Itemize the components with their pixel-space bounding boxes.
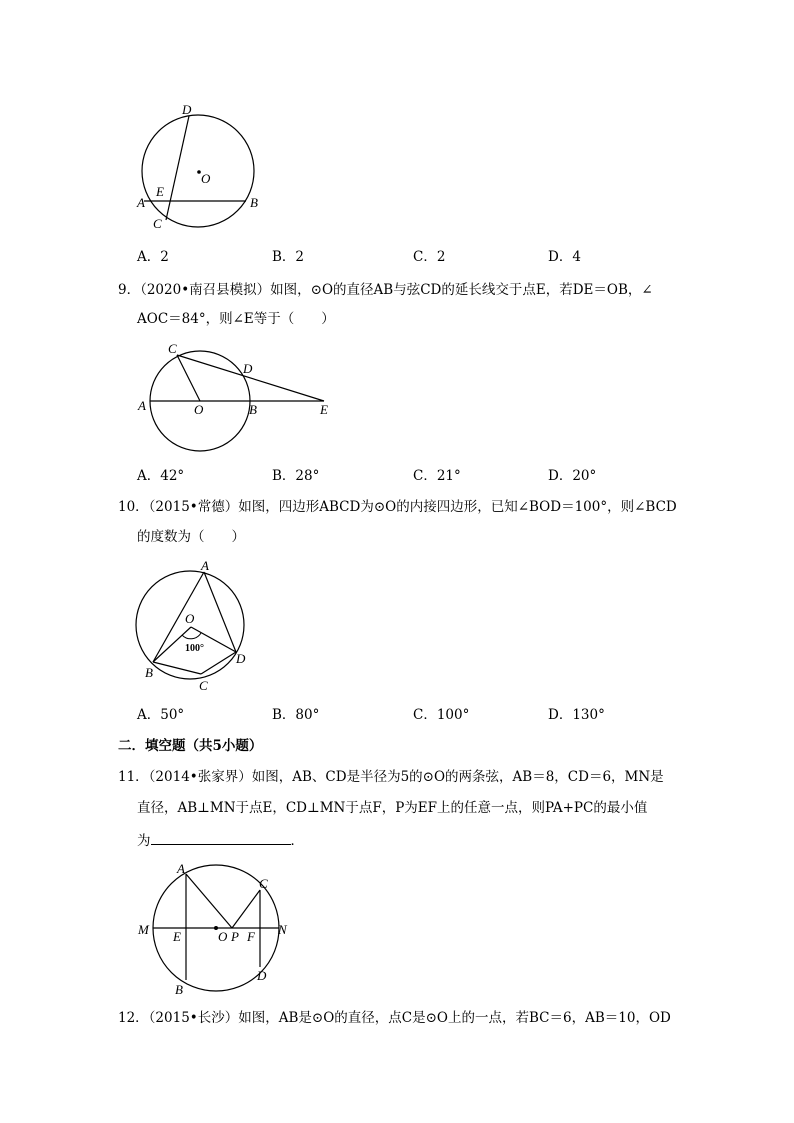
q9-label-c: C: [168, 341, 177, 356]
q11-figure: [133, 858, 298, 998]
q10-label-a: A: [201, 558, 209, 573]
q9-line-oc: [177, 355, 200, 401]
q9-figure: [130, 338, 345, 458]
q11-text-line3: [137, 831, 304, 850]
q8-label-c: C: [153, 216, 162, 231]
q10-label-d: D: [236, 651, 246, 666]
q11-label-e: E: [173, 929, 181, 944]
q11-label-m: M: [138, 922, 149, 937]
q11-label-b: B: [175, 982, 183, 997]
section-heading-fill-in: 二．填空题（共5小题）: [118, 738, 263, 754]
q10-label-angle: 100°: [185, 643, 204, 654]
q9-option-d: D．20°: [548, 468, 597, 484]
q11-line3-suffix: ．: [290, 833, 304, 849]
q8-chord-cd: [166, 116, 189, 220]
q10-option-a: A．50°: [137, 707, 185, 723]
q11-answer-blank[interactable]: [151, 831, 291, 845]
q11-text-line1: 11．（2014•张家界）如图，AB、CD是半径为5的⊙O的两条弦，AB＝8，CD＝6，MN是: [118, 769, 664, 785]
q11-label-f: F: [247, 929, 255, 944]
q11-label-o: O: [218, 929, 228, 944]
q9-option-b: B．28°: [272, 468, 320, 484]
q9-label-a: A: [138, 398, 146, 413]
q10-option-c: C．100°: [413, 707, 470, 723]
q11-label-n: N: [278, 922, 287, 937]
q11-label-a: A: [177, 861, 185, 876]
q11-text-line2: 直径，AB⊥MN于点E，CD⊥MN于点F，P为EF上的任意一点，则PA+PC的最小值: [137, 800, 648, 816]
q8-label-b: B: [250, 195, 258, 210]
q12-text-line1: 12．（2015•长沙）如图，AB是⊙O的直径，点C是⊙O上的一点，若BC＝6，AB＝10，OD: [118, 1010, 671, 1026]
q10-figure: [130, 557, 260, 697]
q9-option-c: C．21°: [413, 468, 461, 484]
q10-angle-arc: [182, 633, 201, 639]
q11-line3-prefix: 为: [137, 833, 151, 849]
q8-label-d: D: [182, 102, 192, 117]
q9-label-d: D: [243, 361, 253, 376]
q9-option-a: A．42°: [137, 468, 185, 484]
q8-label-o: O: [201, 171, 211, 186]
q10-option-d: D．130°: [548, 707, 605, 723]
q11-label-d: D: [257, 968, 267, 983]
q11-line-pc: [232, 890, 260, 928]
q10-label-b: B: [145, 665, 153, 680]
q11-label-c: C: [259, 876, 268, 891]
q8-label-e: E: [156, 184, 164, 199]
q10-option-b: B．80°: [272, 707, 320, 723]
q10-text-line2: 的度数为（ ）: [137, 529, 245, 545]
q10-label-c: C: [199, 678, 208, 693]
q9-text-line1: 9．（2020•南召县模拟）如图，⊙O的直径AB与弦CD的延长线交于点E，若DE＝OB，∠: [118, 282, 653, 298]
q8-label-a: A: [137, 195, 145, 210]
q9-text-line2: AOC＝84°，则∠E等于（ ）: [137, 311, 335, 327]
q9-label-o: O: [194, 402, 204, 417]
q8-figure: [125, 98, 275, 238]
q10-line-ad: [204, 572, 236, 652]
q8-option-a: A．2: [137, 249, 169, 265]
q10-label-o: O: [185, 611, 195, 626]
q11-line-pa: [186, 874, 232, 928]
q9-label-e: E: [320, 402, 328, 417]
q9-label-b: B: [249, 402, 257, 417]
q8-option-d: D．4: [548, 249, 581, 265]
q10-line-bc: [153, 662, 201, 674]
q11-label-p: P: [231, 929, 239, 944]
q8-option-c: C．2: [413, 249, 446, 265]
q10-text-line1: 10．（2015•常德）如图，四边形ABCD为⊙O的内接四边形，已知∠BOD＝100°，则∠BCD: [118, 499, 677, 515]
q8-option-b: B．2: [272, 249, 305, 265]
